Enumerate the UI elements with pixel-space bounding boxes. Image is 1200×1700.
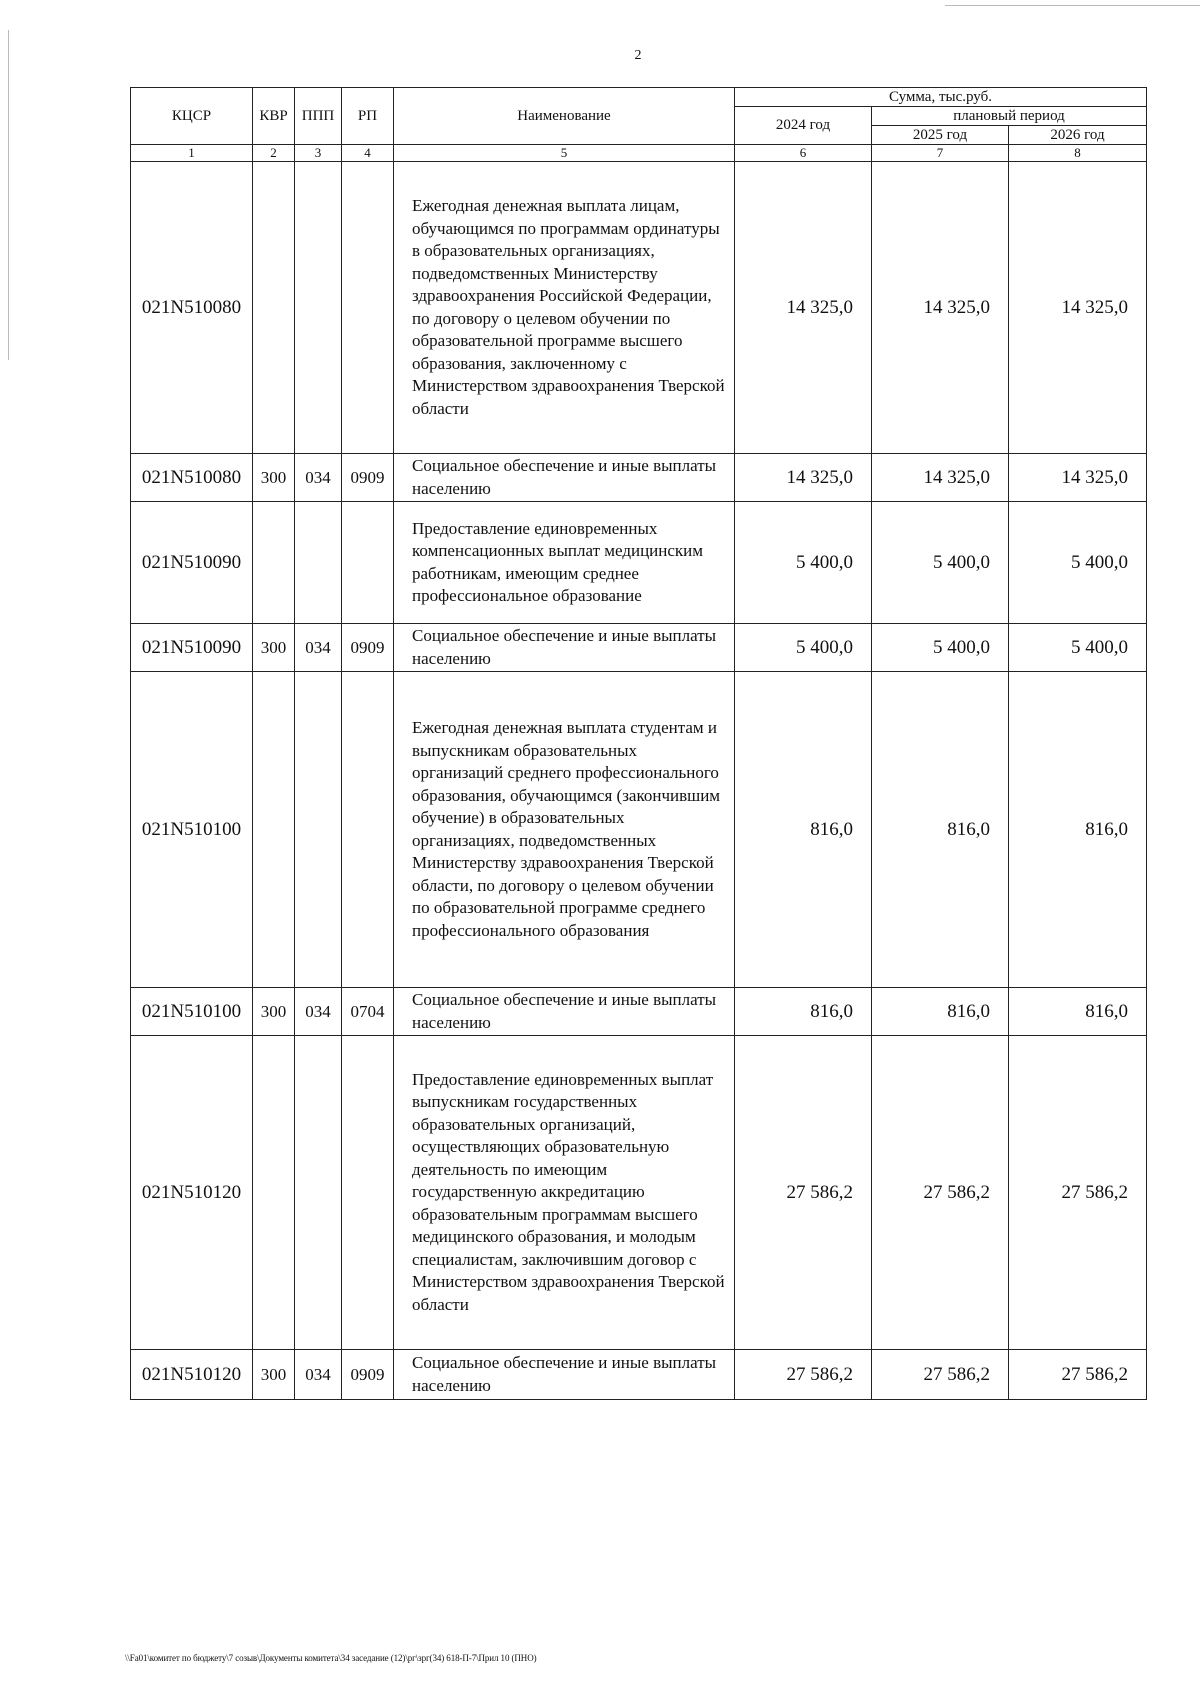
kvr-cell: 300 [253, 454, 295, 502]
budget-table [130, 87, 1147, 1400]
ppp-cell [295, 672, 342, 988]
amount-2026-cell: 27 586,2 [1009, 1036, 1147, 1350]
amount-2024-cell: 14 325,0 [735, 454, 872, 502]
amount-2024-cell: 5 400,0 [735, 624, 872, 672]
amount-2024-cell: 14 325,0 [735, 162, 872, 454]
header-kvr: КВР [253, 88, 295, 145]
amount-2024-cell: 816,0 [735, 988, 872, 1036]
column-number: 4 [342, 145, 394, 162]
rp-cell [342, 1036, 394, 1350]
column-number: 6 [735, 145, 872, 162]
table-row [131, 502, 1147, 624]
footer-file-path: \\Fa01\комитет по бюджету\7 созыв\Документы комитета\34 заседание (12)\рг\зрг(34) 618-П-7\Прил 10 (ПНО) [125, 1653, 537, 1663]
amount-2026-cell: 816,0 [1009, 672, 1147, 988]
kvr-cell: 300 [253, 624, 295, 672]
rp-cell [342, 162, 394, 454]
amount-2025-cell: 14 325,0 [872, 162, 1009, 454]
ppp-cell [295, 162, 342, 454]
amount-2025-cell: 5 400,0 [872, 624, 1009, 672]
rp-cell [342, 502, 394, 624]
table-row [131, 162, 1147, 454]
kcsr-cell: 021N510120 [131, 1036, 253, 1350]
name-cell: Социальное обеспечение и иные выплаты населению [394, 624, 735, 672]
amount-2026-cell: 14 325,0 [1009, 162, 1147, 454]
column-number: 8 [1009, 145, 1147, 162]
header-sum: Сумма, тыс.руб. [735, 88, 1147, 107]
kvr-cell: 300 [253, 988, 295, 1036]
kvr-cell [253, 1036, 295, 1350]
rp-cell: 0909 [342, 454, 394, 502]
scan-artifact-left [8, 30, 9, 360]
ppp-cell: 034 [295, 624, 342, 672]
amount-2024-cell: 27 586,2 [735, 1350, 872, 1400]
name-cell: Социальное обеспечение и иные выплаты населению [394, 454, 735, 502]
amount-2026-cell: 5 400,0 [1009, 502, 1147, 624]
rp-cell: 0704 [342, 988, 394, 1036]
amount-2024-cell: 27 586,2 [735, 1036, 872, 1350]
name-cell: Предоставление единовременных компенсационных выплат медицинским работникам, имеющим среднее профессиональное образование [394, 502, 735, 624]
header-ppp: ППП [295, 88, 342, 145]
header-2025: 2025 год [872, 126, 1009, 145]
kcsr-cell: 021N510080 [131, 454, 253, 502]
column-number: 1 [131, 145, 253, 162]
kvr-cell [253, 672, 295, 988]
kcsr-cell: 021N510100 [131, 672, 253, 988]
table-row [131, 988, 1147, 1036]
ppp-cell: 034 [295, 454, 342, 502]
amount-2025-cell: 27 586,2 [872, 1350, 1009, 1400]
header-kcsr: КЦСР [131, 88, 253, 145]
header-name: Наименование [394, 88, 735, 145]
amount-2026-cell: 27 586,2 [1009, 1350, 1147, 1400]
column-number: 7 [872, 145, 1009, 162]
amount-2025-cell: 14 325,0 [872, 454, 1009, 502]
kvr-cell [253, 162, 295, 454]
name-cell: Предоставление единовременных выплат выпускникам государственных образовательных организаций, осуществляющих образовательную деятельность по имеющим государственную аккредитацию образовательным программам высшего медицинского образования, и молодым специалистам, заключившим договор с Министерством здравоохранения Тверской области [394, 1036, 735, 1350]
kcsr-cell: 021N510090 [131, 502, 253, 624]
kvr-cell [253, 502, 295, 624]
name-cell: Социальное обеспечение и иные выплаты населению [394, 988, 735, 1036]
kcsr-cell: 021N510080 [131, 162, 253, 454]
rp-cell: 0909 [342, 1350, 394, 1400]
table-row [131, 624, 1147, 672]
column-number: 2 [253, 145, 295, 162]
ppp-cell [295, 502, 342, 624]
header-2024: 2024 год [735, 107, 872, 145]
page-number: 2 [634, 48, 642, 63]
amount-2024-cell: 816,0 [735, 672, 872, 988]
amount-2025-cell: 816,0 [872, 672, 1009, 988]
kcsr-cell: 021N510090 [131, 624, 253, 672]
name-cell: Ежегодная денежная выплата студентам и выпускникам образовательных организаций среднего профессионального образования, обучающимся (закончившим обучение) в образовательных организациях, подведомственных Министерству здравоохранения Тверской области, по договору о целевом обучении по образовательной программе среднего профессионального образования [394, 672, 735, 988]
scan-artifact-top [945, 5, 1200, 6]
table-row [131, 454, 1147, 502]
header-rp: РП [342, 88, 394, 145]
table-row [131, 1350, 1147, 1400]
kcsr-cell: 021N510100 [131, 988, 253, 1036]
amount-2024-cell: 5 400,0 [735, 502, 872, 624]
column-number: 5 [394, 145, 735, 162]
kcsr-cell: 021N510120 [131, 1350, 253, 1400]
ppp-cell [295, 1036, 342, 1350]
rp-cell [342, 672, 394, 988]
rp-cell: 0909 [342, 624, 394, 672]
header-planned-period: плановый период [872, 107, 1147, 126]
amount-2026-cell: 816,0 [1009, 988, 1147, 1036]
amount-2026-cell: 5 400,0 [1009, 624, 1147, 672]
kvr-cell: 300 [253, 1350, 295, 1400]
ppp-cell: 034 [295, 1350, 342, 1400]
table-row [131, 672, 1147, 988]
amount-2025-cell: 27 586,2 [872, 1036, 1009, 1350]
amount-2026-cell: 14 325,0 [1009, 454, 1147, 502]
amount-2025-cell: 5 400,0 [872, 502, 1009, 624]
header-2026: 2026 год [1009, 126, 1147, 145]
table-row [131, 1036, 1147, 1350]
ppp-cell: 034 [295, 988, 342, 1036]
name-cell: Социальное обеспечение и иные выплаты населению [394, 1350, 735, 1400]
name-cell: Ежегодная денежная выплата лицам, обучающимся по программам ординатуры в образовательных организациях, подведомственных Министерству здравоохранения Российской Федерации, по договору о целевом обучении по образовательной программе высшего образования, заключенному с Министерством здравоохранения Тверской области [394, 162, 735, 454]
column-number: 3 [295, 145, 342, 162]
amount-2025-cell: 816,0 [872, 988, 1009, 1036]
